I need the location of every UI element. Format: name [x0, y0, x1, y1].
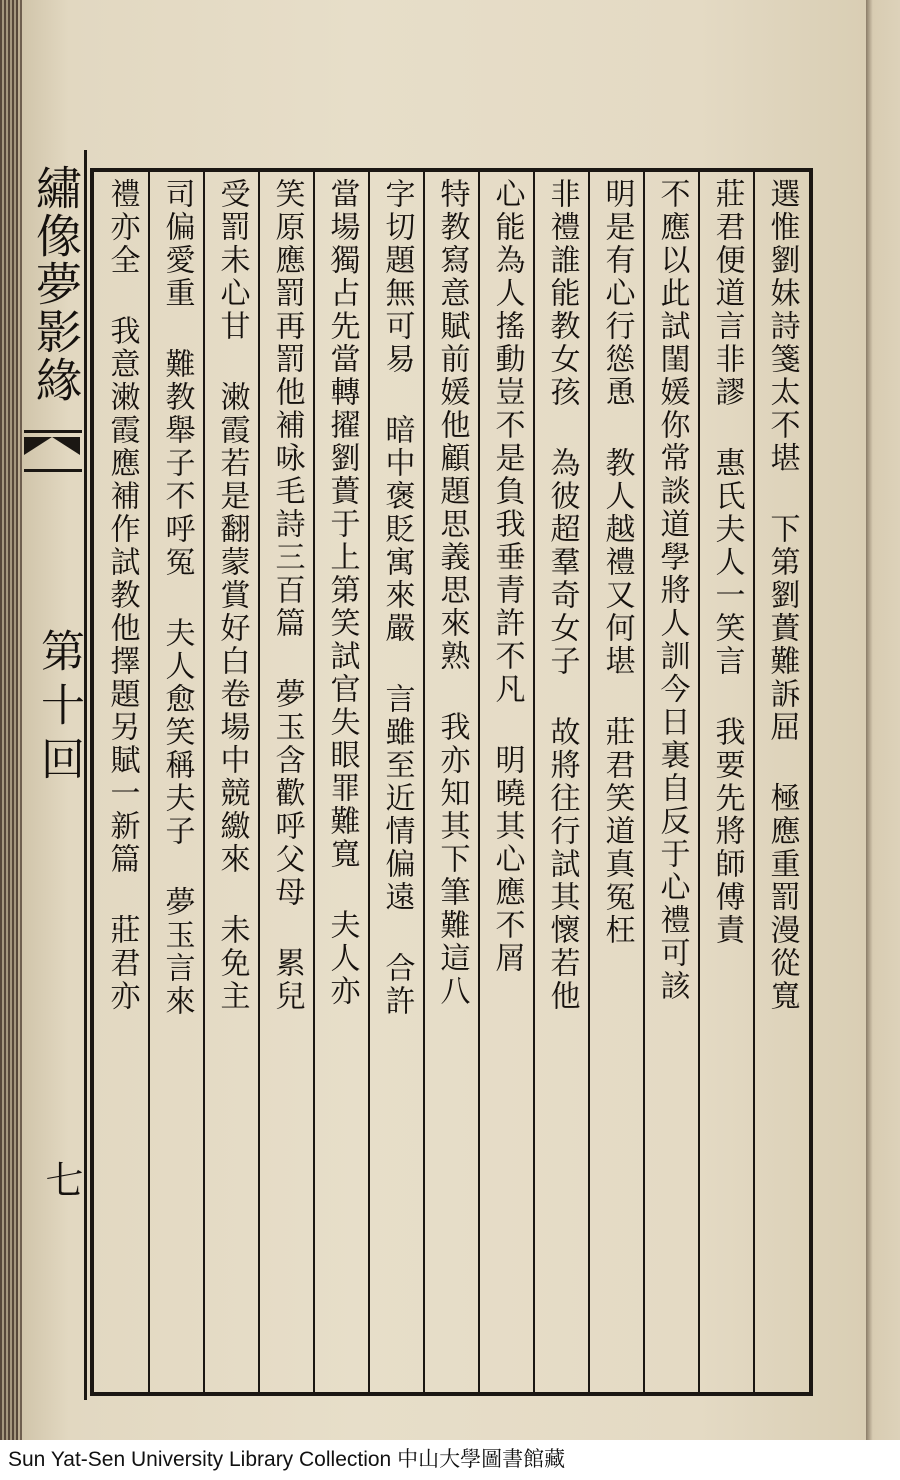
verse-segment: 明曉其心應不屑: [489, 744, 525, 975]
verse-segment: 潄霞若是翻蒙賞好白卷場中競繳來: [214, 381, 250, 876]
verse-segment: 言雖至近情偏遠: [379, 683, 415, 914]
chapter-label: 第十回: [33, 628, 84, 790]
verse-segment: 極應重罰漫從寬: [764, 782, 800, 1013]
verse-segment: 選惟劉妹詩箋太不堪: [764, 178, 800, 475]
block-center-gutter: [24, 150, 87, 1400]
verse-segment: 難教舉子不呼冤: [159, 348, 195, 579]
verse-segment: 夢玉含歡呼父母: [269, 678, 305, 909]
verse-segment: 為彼超羣奇女子: [544, 447, 580, 678]
verse-segment: 我亦知其下筆難這八: [434, 711, 470, 1008]
fishtail-mark: [24, 430, 82, 472]
verse-segment: 心能為人搖動豈不是負我垂青許不凡: [489, 178, 525, 706]
verse-segment: 明是有心行慫恿: [599, 178, 635, 409]
verse-segment: 當場獨占先當轉擢劉蕢于上第笑試官失眼罪難寬: [324, 178, 360, 871]
verse-segment: 我要先將師傅責: [709, 716, 745, 947]
verse-segment: 夫人亦: [324, 909, 360, 1008]
verse-segment: 非禮誰能教女孩: [544, 178, 580, 409]
verse-segment: 累兒: [269, 947, 305, 1013]
verse-segment: 字切題無可易: [379, 178, 415, 376]
facing-page-edge: [866, 0, 900, 1440]
verse-segment: 教人越禮又何堪: [599, 447, 635, 678]
verse-segment: 笑原應罰再罰他補咏毛詩三百篇: [269, 178, 305, 640]
book-title: 繡像夢影緣: [29, 164, 83, 404]
verse-segment: 夢玉言來: [159, 886, 195, 1018]
verse-segment: 合許: [379, 952, 415, 1018]
folio-number: 七: [39, 1160, 83, 1198]
verse-segment: 我意潄霞應補作試教他擇題另賦一新篇: [104, 315, 140, 876]
verse-segment: 受罰未心甘: [214, 178, 250, 343]
collection-caption: Sun Yat-Sen University Library Collection 中山大學圖書館藏: [8, 1448, 566, 1471]
verse-segment: 下第劉蕢難訴屈: [764, 513, 800, 744]
verse-segment: 禮亦全: [104, 178, 140, 277]
verse-segment: 未免主: [214, 914, 250, 1013]
verse-segment: 司偏愛重: [159, 178, 195, 310]
verse-segment: 故將往行試其懷若他: [544, 716, 580, 1013]
verse-segment: 惠氏夫人一笑言: [709, 447, 745, 678]
verse-segment: 莊君便道言非謬: [709, 178, 745, 409]
verse-segment: 莊君笑道真冤枉: [599, 716, 635, 947]
text-column: [88, 178, 156, 1390]
verse-segment: 暗中褒貶寓來嚴: [379, 414, 415, 645]
verse-segment: 不應以此試閨媛你常談道學將人訓今日裏自反于心禮可該: [654, 178, 690, 1003]
verse-segment: 莊君亦: [104, 914, 140, 1013]
verse-segment: 特教寫意賦前媛他顧題思義思來熟: [434, 178, 470, 673]
page-stack-edge: [0, 0, 22, 1440]
verse-segment: 夫人愈笑稱夫子: [159, 617, 195, 848]
